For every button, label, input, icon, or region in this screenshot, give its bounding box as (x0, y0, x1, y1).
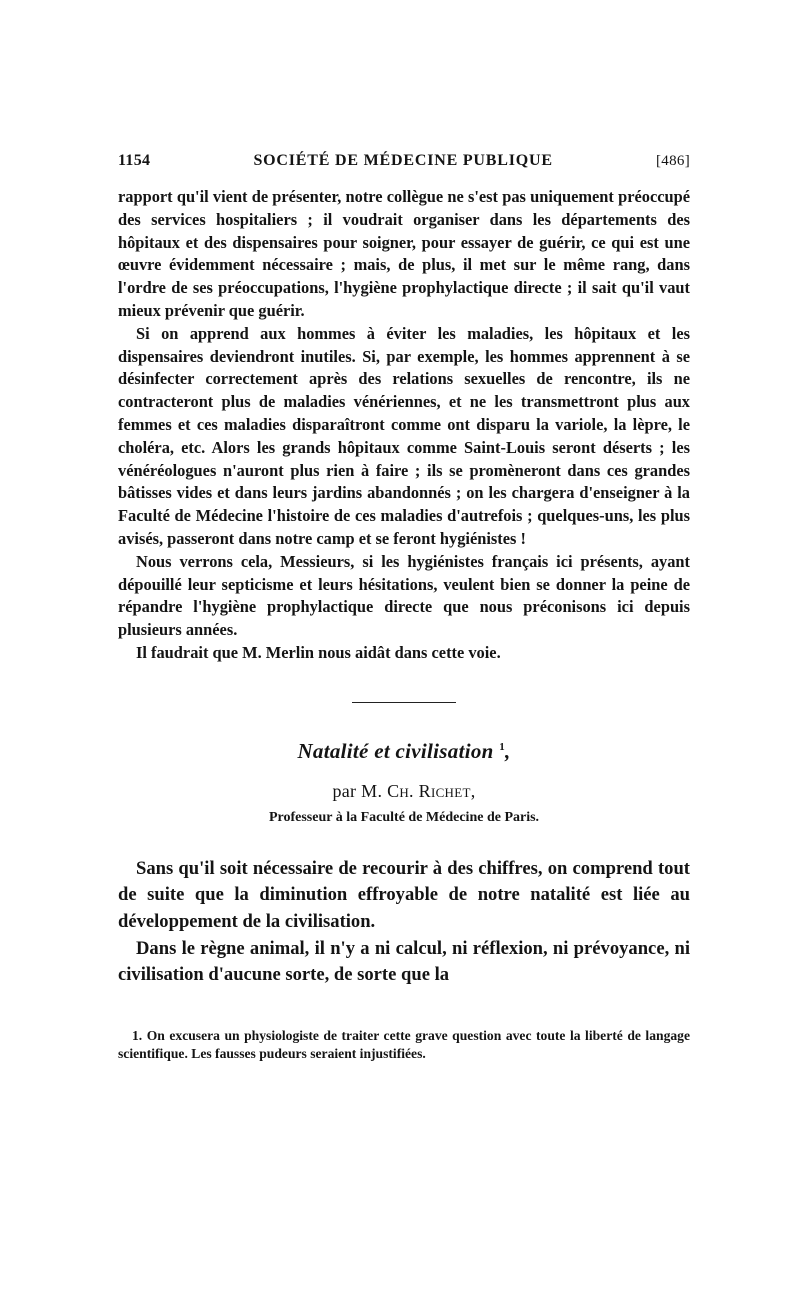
author-line (118, 781, 690, 802)
article-paragraph: Sans qu'il soit nécessaire de recourir à des chiffres, on comprend tout de suite que la diminution effroyable de notre natalité est liée au développement de la civilisation. (118, 857, 690, 932)
discussion-paragraph: Si on apprend aux hommes à éviter les maladies, les hôpitaux et les dispensaires deviendront inutiles. Si, par exemple, les hommes apprennent à se désinfecter correctement après des relations sexuelles de rencontre, ils ne contracteront plus de maladies vénériennes, et ne les transmettront plus aux femmes et ces maladies disparaîtront comme ont disparu la variole, la lèpre, le choléra, etc. Alors les grands hôpitaux comme Saint-Louis seront déserts ; les vénéréologues n'auront plus rien à faire ; ils se promèneront dans ces grandes bâtisses vides et dans leurs jardins abandonnés ; on les chargera d'enseigner à la Faculté de Médecine l'histoire de ces maladies d'autrefois ; quelques-uns, les plus avisés, passeront dans notre camp et se feront hygiénistes ! (118, 323, 690, 548)
discussion-text (118, 186, 690, 665)
article-title-text: Natalité et civilisation (297, 738, 494, 763)
author-name: Ch. Richet, (387, 780, 476, 801)
discussion-paragraph: Nous verrons cela, Messieurs, si les hygiénistes français ici présents, ayant dépouillé leur septicisme et leurs hésitations, veulent bien se donner la peine de répandre l'hygiène prophylactique directe que nous préconisons ici depuis plusieurs années. (118, 551, 690, 640)
running-head (118, 152, 690, 178)
footnote-mark: 1 (499, 740, 505, 753)
page-number: 1154 (118, 152, 151, 169)
running-title: SOCIÉTÉ DE MÉDECINE PUBLIQUE (253, 152, 553, 169)
article-title (118, 739, 690, 764)
author-prefix: par M. (332, 780, 383, 801)
bracket-page-number: [486] (656, 153, 690, 169)
journal-page (118, 152, 690, 1062)
footnote: 1. On excusera un physiologiste de traiter cette grave question avec toute la liberté de langage scientifique. Les fausses pudeurs seraient injustifiées. (118, 1027, 690, 1061)
article-title-trailing: , (505, 738, 511, 763)
author-affiliation: Professeur à la Faculté de Médecine de Paris. (268, 809, 540, 825)
section-separator (352, 702, 456, 703)
discussion-paragraph: rapport qu'il vient de présenter, notre collègue ne s'est pas uniquement préoccupé des services hospitaliers ; il voudrait organiser dans les départements des hôpitaux et des dispensaires pour soigner, pour essayer de guérir, ce qui est une œuvre évidemment nécessaire ; mais, de plus, il met sur le même rang, dans l'ordre de ses préoccupations, l'hygiène prophylactique directe ; il sait qu'il vaut mieux prévenir que guérir. (118, 187, 690, 320)
article-body (118, 856, 690, 989)
article-paragraph: Dans le règne animal, il n'y a ni calcul, ni réflexion, ni prévoyance, ni civilisation d'aucune sorte, de sorte que la (118, 937, 690, 986)
discussion-paragraph: Il faudrait que M. Merlin nous aidât dans cette voie. (136, 642, 501, 662)
